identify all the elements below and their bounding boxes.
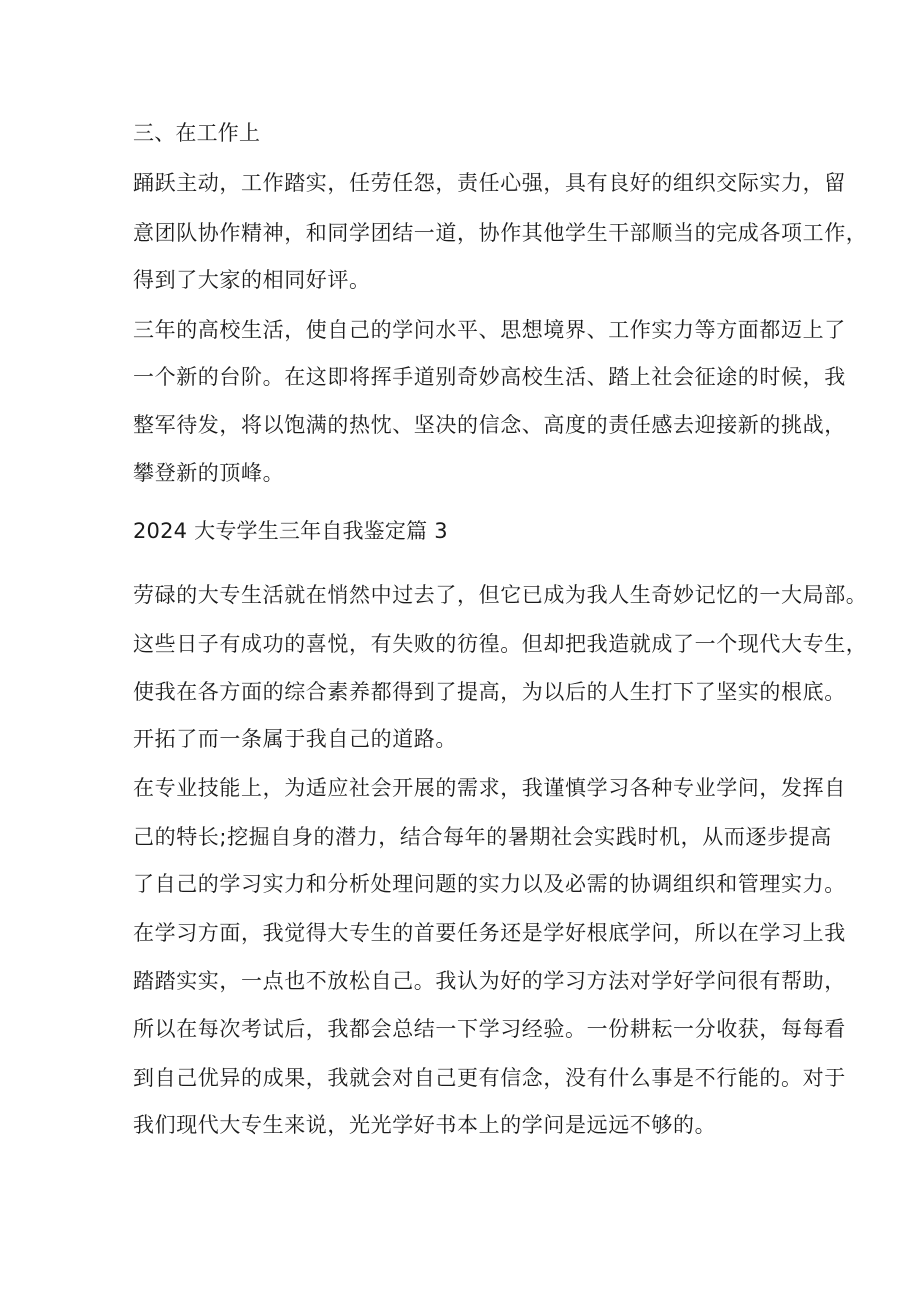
skills-paragraph-line: 在专业技能上，为适应社会开展的需求，我谨慎学习各种专业学问，发挥自 xyxy=(133,776,846,800)
work-paragraph-line: 踊跃主动，工作踏实，任劳任怨，责任心强，具有良好的组织交际实力，留 xyxy=(133,171,846,195)
work-paragraph-line: 意团队协作精神，和同学团结一道，协作其他学生干部顺当的完成各项工作， xyxy=(133,221,868,245)
summary-paragraph-line: 一个新的台阶。在这即将挥手道别奇妙高校生活、踏上社会征途的时候，我 xyxy=(133,365,846,389)
study-paragraph-line: 踏踏实实，一点也不放松自己。我认为好的学习方法对学好学问很有帮助， xyxy=(133,969,846,993)
summary-paragraph-line: 整军待发，将以饱满的热忱、坚决的信念、高度的责任感去迎接新的挑战， xyxy=(133,413,846,437)
intro-paragraph-line: 开拓了而一条属于我自己的道路。 xyxy=(133,727,457,751)
summary-paragraph-line: 攀登新的顶峰。 xyxy=(133,461,285,485)
article-title: 2024 大专学生三年自我鉴定篇 3 xyxy=(133,519,448,543)
intro-paragraph-line: 这些日子有成功的喜悦，有失败的彷徨。但却把我造就成了一个现代大专生， xyxy=(133,632,868,656)
study-paragraph-line: 所以在每次考试后，我都会总结一下学习经验。一份耕耘一分收获，每每看 xyxy=(133,1017,846,1041)
section-heading: 三、在工作上 xyxy=(133,121,261,145)
skills-paragraph-line: 了自己的学习实力和分析处理问题的实力以及必需的协调组织和管理实力。 xyxy=(133,872,846,896)
study-paragraph-line: 在学习方面，我觉得大专生的首要任务还是学好根底学问，所以在学习上我 xyxy=(133,921,846,945)
study-paragraph-line: 到自己优异的成果，我就会对自己更有信念，没有什么事是不行能的。对于 xyxy=(133,1066,846,1090)
study-paragraph-line: 我们现代大专生来说，光光学好书本上的学问是远远不够的。 xyxy=(133,1113,717,1137)
skills-paragraph-line: 己的特长;挖掘自身的潜力，结合每年的暑期社会实践时机，从而逐步提高 xyxy=(133,825,832,849)
work-paragraph-line: 得到了大家的相同好评。 xyxy=(133,268,371,292)
intro-paragraph-line: 劳碌的大专生活就在悄然中过去了，但它已成为我人生奇妙记忆的一大局部。 xyxy=(133,583,868,607)
summary-paragraph-line: 三年的高校生活，使自己的学问水平、思想境界、工作实力等方面都迈上了 xyxy=(133,318,846,342)
intro-paragraph-line: 使我在各方面的综合素养都得到了提高，为以后的人生打下了坚实的根底。 xyxy=(133,680,846,704)
